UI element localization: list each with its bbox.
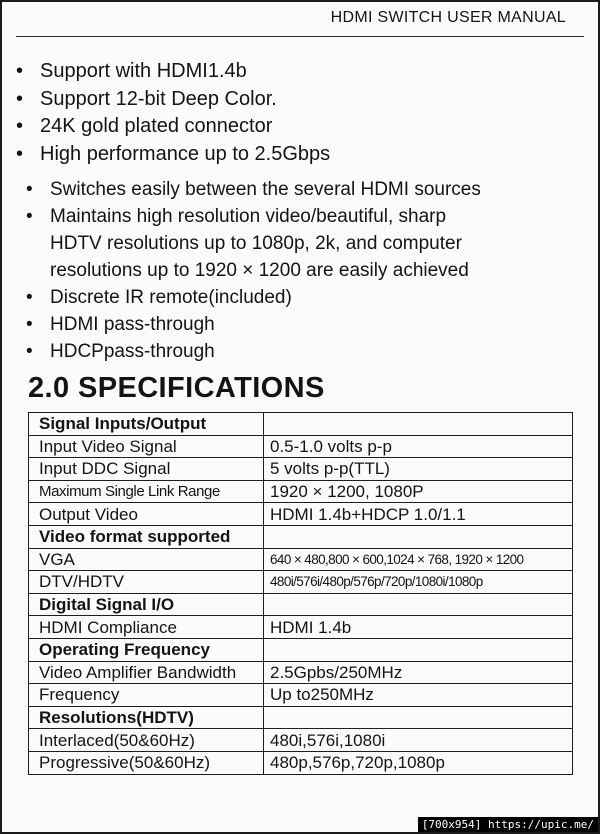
spec-section-label: Digital Signal I/O bbox=[29, 593, 264, 616]
specifications-table bbox=[28, 412, 573, 775]
spec-label: Progressive(50&60Hz) bbox=[29, 751, 264, 774]
feature-line: • Discrete IR remote(included) bbox=[50, 287, 292, 308]
spec-section-row bbox=[29, 525, 573, 548]
spec-label: Output Video bbox=[29, 503, 264, 526]
feature-line: HDTV resolutions up to 1080p, 2k, and computer bbox=[50, 233, 462, 254]
spec-label: Input Video Signal bbox=[29, 435, 264, 458]
header-divider bbox=[16, 36, 584, 37]
spec-section-label: Video format supported bbox=[29, 525, 264, 548]
spec-label: Frequency bbox=[29, 684, 264, 707]
spec-row bbox=[29, 661, 573, 684]
feature-line: • HDMI pass-through bbox=[50, 314, 215, 335]
feature-item: • Support with HDMI1.4b bbox=[16, 58, 330, 86]
spec-row bbox=[29, 548, 573, 571]
spec-section-row bbox=[29, 706, 573, 729]
spec-value: 0.5-1.0 volts p-p bbox=[264, 435, 573, 458]
spec-label: HDMI Compliance bbox=[29, 616, 264, 639]
spec-value: 480i,576i,1080i bbox=[264, 729, 573, 752]
feature-item bbox=[26, 203, 481, 284]
spec-value: 480i/576i/480p/576p/720p/1080i/1080p bbox=[264, 571, 573, 594]
spec-value: HDMI 1.4b+HDCP 1.0/1.1 bbox=[264, 503, 573, 526]
specifications-heading: 2.0 SPECIFICATIONS bbox=[28, 372, 325, 404]
spec-value: 1920 × 1200, 1080P bbox=[264, 480, 573, 503]
feature-item bbox=[26, 176, 481, 203]
spec-value bbox=[264, 706, 573, 729]
spec-row bbox=[29, 480, 573, 503]
spec-label: Interlaced(50&60Hz) bbox=[29, 729, 264, 752]
spec-label: VGA bbox=[29, 548, 264, 571]
spec-value bbox=[264, 525, 573, 548]
spec-row bbox=[29, 435, 573, 458]
secondary-feature-list bbox=[26, 176, 481, 365]
spec-row bbox=[29, 503, 573, 526]
spec-row bbox=[29, 751, 573, 774]
spec-value bbox=[264, 638, 573, 661]
spec-section-row bbox=[29, 593, 573, 616]
manual-header-title: HDMI SWITCH USER MANUAL bbox=[330, 9, 566, 26]
spec-section-label: Operating Frequency bbox=[29, 638, 264, 661]
spec-value: 5 volts p-p(TTL) bbox=[264, 458, 573, 481]
spec-row bbox=[29, 684, 573, 707]
spec-section-label: Signal Inputs/Output bbox=[29, 413, 264, 436]
spec-section-row bbox=[29, 413, 573, 436]
spec-value: 640 × 480,800 × 600,1024 × 768, 1920 × 1200 bbox=[264, 548, 573, 571]
spec-label: Video Amplifier Bandwidth bbox=[29, 661, 264, 684]
feature-line: • Maintains high resolution video/beautiful, sharp bbox=[50, 206, 447, 227]
spec-row bbox=[29, 571, 573, 594]
feature-item bbox=[26, 284, 481, 311]
spec-value: 2.5Gpbs/250MHz bbox=[264, 661, 573, 684]
spec-section-label: Resolutions(HDTV) bbox=[29, 706, 264, 729]
spec-value: Up to250MHz bbox=[264, 684, 573, 707]
spec-value: 480p,576p,720p,1080p bbox=[264, 751, 573, 774]
feature-item bbox=[26, 338, 481, 365]
spec-label: Maximum Single Link Range bbox=[29, 480, 264, 503]
feature-line: resolutions up to 1920 × 1200 are easily achieved bbox=[50, 260, 469, 281]
spec-row bbox=[29, 729, 573, 752]
spec-value: HDMI 1.4b bbox=[264, 616, 573, 639]
spec-section-row bbox=[29, 638, 573, 661]
spec-value bbox=[264, 413, 573, 436]
feature-item bbox=[26, 311, 481, 338]
spec-label: Input DDC Signal bbox=[29, 458, 264, 481]
feature-line: • HDCPpass-through bbox=[50, 341, 215, 362]
feature-item: • Support 12-bit Deep Color. bbox=[16, 86, 330, 114]
spec-row bbox=[29, 458, 573, 481]
image-host-watermark: [700x954] https://upic.me/ bbox=[418, 817, 598, 832]
primary-feature-list bbox=[16, 58, 330, 168]
spec-label: DTV/HDTV bbox=[29, 571, 264, 594]
spec-row bbox=[29, 616, 573, 639]
feature-line: • Switches easily between the several HDMI sources bbox=[50, 179, 481, 200]
feature-item: • 24K gold plated connector bbox=[16, 113, 330, 141]
feature-item: • High performance up to 2.5Gbps bbox=[16, 141, 330, 169]
spec-value bbox=[264, 593, 573, 616]
